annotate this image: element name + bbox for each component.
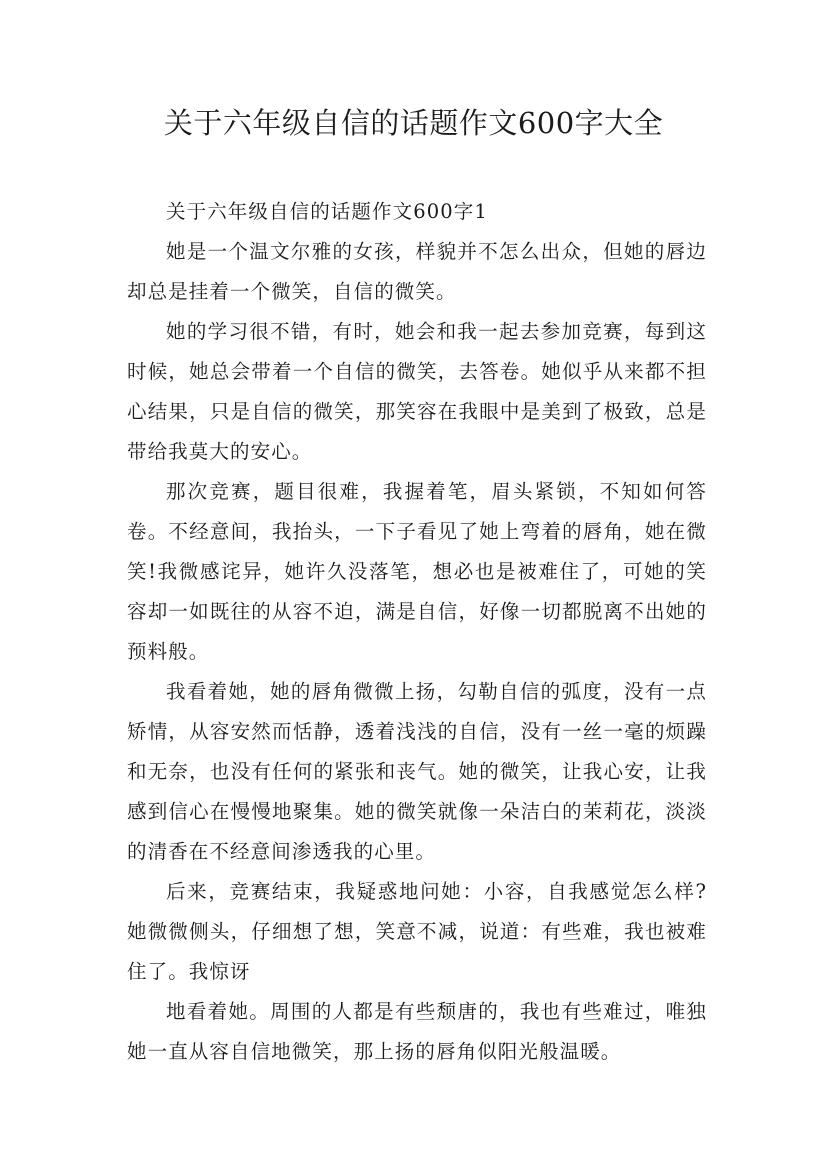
paragraph-4: 我看着她，她的唇角微微上扬，勾勒自信的弧度，没有一点矫情，从容安然而恬静，透着浅浅的自信，没有一丝一毫的烦躁和无奈，也没有任何的紧张和丧气。她的微笑，让我心安，让我感到信心在慢慢地聚集。她的微笑就像一朵洁白的茉莉花，淡淡的清香在不经意间渗透我的心里。: [127, 680, 707, 863]
paragraph-2: 她的学习很不错，有时，她会和我一起去参加竞赛，每到这时候，她总会带着一个自信的微笑，去答卷。她似乎从来都不担心结果，只是自信的微笑，那笑容在我眼中是美到了极致，总是带给我莫大的安心。: [127, 320, 707, 463]
paragraph-5: 后来，竞赛结束，我疑惑地问她：小容，自我感觉怎么样?她微微侧头，仔细想了想，笑意不减，说道：有些难，我也被难住了。我惊讶: [127, 880, 707, 983]
paragraph-6: 地看着她。周围的人都是有些颓唐的，我也有些难过，唯独她一直从容自信地微笑，那上扬的唇角似阳光般温暖。: [127, 1000, 707, 1063]
section-heading: 关于六年级自信的话题作文600字1: [166, 200, 488, 223]
document-body: [127, 192, 707, 1072]
paragraph-3: 那次竞赛，题目很难，我握着笔，眉头紧锁，不知如何答卷。不经意间，我抬头，一下子看见了她上弯着的唇角，她在微笑!我微感诧异，她许久没落笔，想必也是被难住了，可她的笑容却一如既往的从容不迫，满是自信，好像一切都脱离不出她的预料般。: [127, 480, 707, 663]
paragraph-1: 她是一个温文尔雅的女孩，样貌并不怎么出众，但她的唇边却总是挂着一个微笑，自信的微笑。: [127, 240, 707, 303]
document-title: 关于六年级自信的话题作文600字大全: [163, 106, 664, 140]
